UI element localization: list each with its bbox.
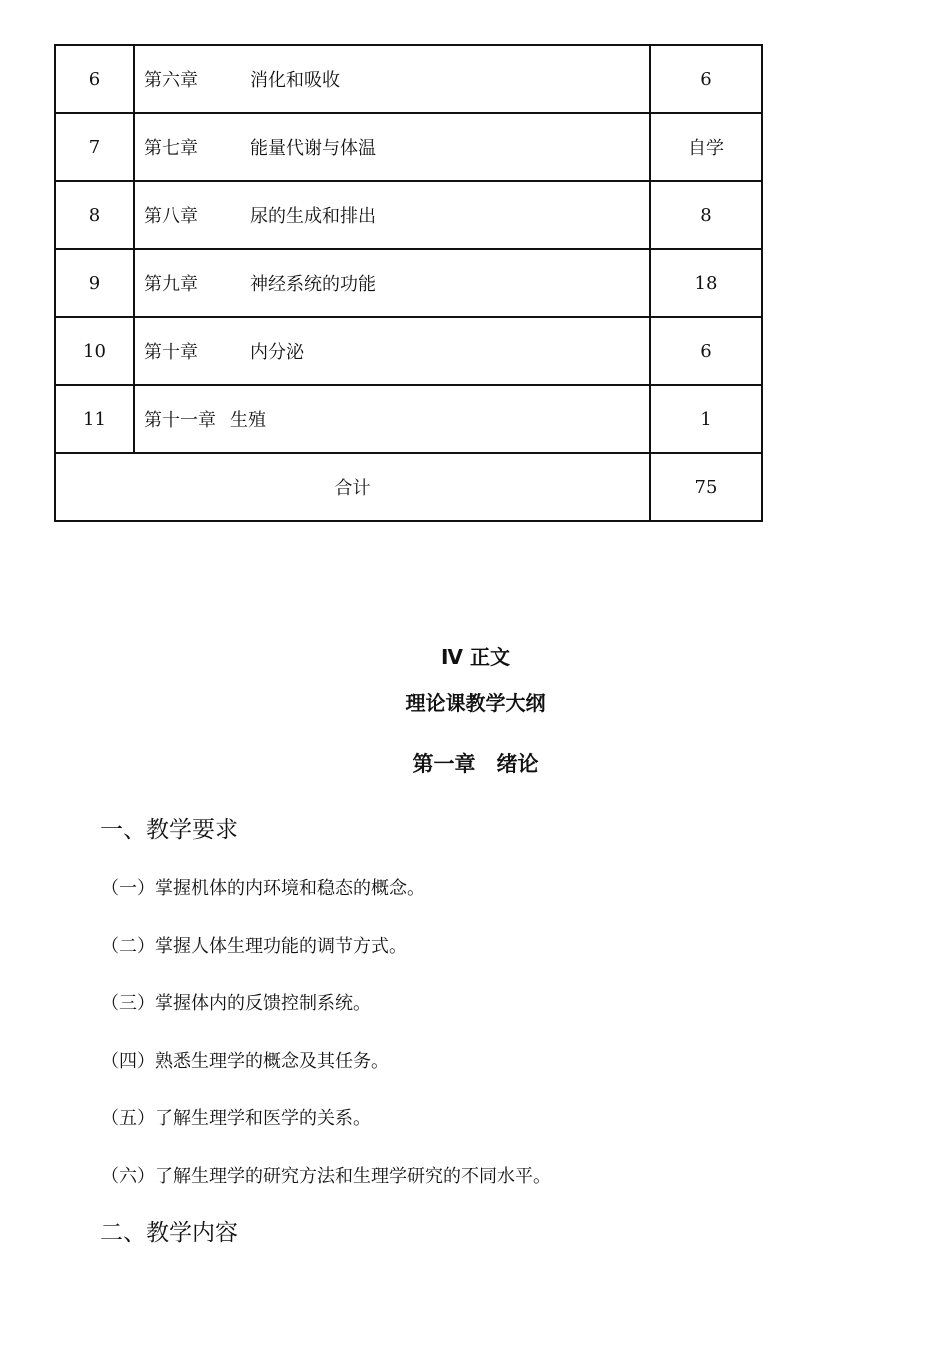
total-label: 合计	[55, 453, 650, 521]
table-row	[55, 181, 762, 249]
row-number: 9	[55, 249, 134, 317]
chapter-number: 第八章	[144, 206, 198, 227]
list-item: （三）掌握体内的反馈控制系统。	[101, 993, 371, 1014]
chapter-cell	[134, 249, 650, 317]
table-row	[55, 45, 762, 113]
hours-cell: 6	[650, 317, 762, 385]
chapter-cell	[134, 317, 650, 385]
table-row	[55, 385, 762, 453]
chapter-title: 能量代谢与体温	[250, 138, 376, 159]
list-item: （二）掌握人体生理功能的调节方式。	[101, 935, 407, 957]
table-row	[55, 113, 762, 181]
chapter-cell	[134, 45, 650, 113]
hours-cell: 18	[650, 249, 762, 317]
chapter-title: 生殖	[230, 410, 266, 431]
chapter-cell	[134, 113, 650, 181]
section-title-content: 二、教学内容	[100, 1220, 238, 1246]
chapter-number: 第九章	[144, 274, 198, 295]
chapter-number: 第十一章	[144, 410, 216, 431]
list-item: （五）了解生理学和医学的关系。	[101, 1108, 371, 1129]
hours-cell: 6	[650, 45, 762, 113]
chapter-cell	[134, 385, 650, 453]
hours-cell: 1	[650, 385, 762, 453]
section-title-requirements: 一、教学要求	[100, 817, 238, 843]
list-item: （四）熟悉生理学的概念及其任务。	[101, 1050, 389, 1072]
chapter-title: 消化和吸收	[250, 70, 340, 91]
chapter-cell	[134, 181, 650, 249]
requirements-list	[101, 876, 551, 1221]
chapter-heading: 第一章 绪论	[412, 752, 539, 776]
list-item: （六）了解生理学的研究方法和生理学研究的不同水平。	[101, 1165, 551, 1187]
chapter-title: 神经系统的功能	[250, 274, 376, 295]
total-hours: 75	[650, 453, 762, 521]
list-item: （一）掌握机体的内环境和稳态的概念。	[101, 878, 425, 899]
row-number: 7	[55, 113, 134, 181]
table-row	[55, 249, 762, 317]
hours-cell: 自学	[650, 113, 762, 181]
part-heading: Ⅳ 正文	[441, 645, 510, 669]
chapter-title: 内分泌	[250, 342, 304, 363]
hours-cell: 8	[650, 181, 762, 249]
chapter-number: 第七章	[144, 138, 198, 159]
row-number: 11	[55, 385, 134, 453]
chapter-title: 尿的生成和排出	[250, 206, 376, 227]
chapter-number: 第十章	[144, 342, 198, 363]
hours-table	[54, 44, 763, 522]
chapter-number: 第六章	[144, 70, 198, 91]
row-number: 6	[55, 45, 134, 113]
row-number: 10	[55, 317, 134, 385]
outline-heading: 理论课教学大纲	[405, 691, 546, 715]
table-row	[55, 317, 762, 385]
total-row	[55, 453, 762, 521]
row-number: 8	[55, 181, 134, 249]
